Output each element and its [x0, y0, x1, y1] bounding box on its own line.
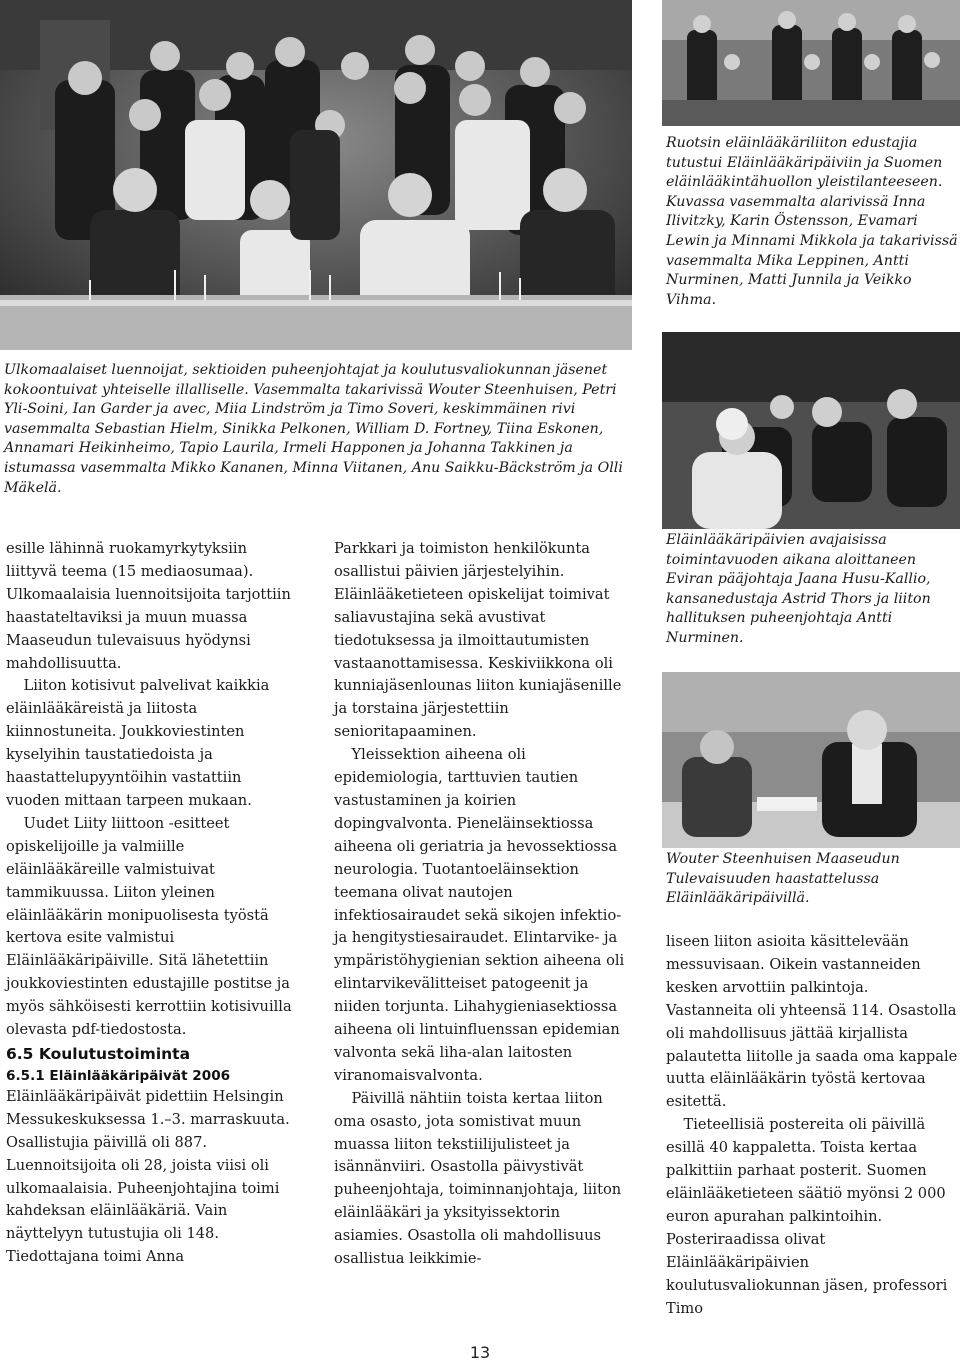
col3-paragraph-2: Tieteellisiä postereita oli päivillä esillä 40 kappaletta. Toista kertaa palkittiin parhaat posterit. Suomen eläinlääketieteen säätiö myönsi 2 000 euron apurahan palkintoihin. Posteriraadissa olivat Eläinlääkäripäivien koulutusvaliokunnan jäsen, professori Timo	[666, 1116, 948, 1317]
page-number: 13	[469, 1343, 491, 1362]
col3-paragraph-1: liseen liiton asioita käsittelevään messuvisaan. Oikein vastanneiden kesken arvottiin palkintoja. Vastanneita oli yhteensä 114. Osastolla oli mahdollisuus jättää kirjallista palautetta liitolle ja saada oma kappale uutta eläinlääkärin työstä kertovaa esitettä.	[666, 933, 958, 1111]
dinner-group-photo	[0, 0, 632, 350]
col1-paragraph-3: Uudet Liity liittoon -esitteet opiskelijoille ja valmiille eläinlääkäreille valmistuivat tammikuussa. Liiton yleinen eläinlääkärin monipuolisesta työstä kertova esite valmistui Eläinlääkäripäiville. Sitä lähetettiin joukkoviestinten edustajille postitse ja myös sähköisesti kerrottiin kotisivuilla olevasta pdf-tiedostosta.	[6, 814, 292, 1039]
section-heading-6-5: 6.5 Koulutustoiminta	[6, 1044, 191, 1063]
swedish-delegation-photo	[662, 0, 960, 126]
interview-caption: Wouter Steenhuisen Maaseudun Tulevaisuuden haastattelussa Eläinlääkäripäivillä.	[666, 851, 900, 907]
col1-paragraph-2: Liiton kotisivut palvelivat kaikkia eläinlääkäreistä ja liitosta kiinnostuneita. Joukkoviestinten kyselyihin taustatiedoista ja haastattelupyyntöihin vastattiin vuoden mittaan tarpeen mukaan.	[6, 677, 270, 809]
col2-paragraph-2: Yleissektion aiheena oli epidemiologia, tarttuvien tautien vastustaminen ja koirien dopingvalvonta. Pieneläinsektiossa aiheena oli geriatria ja hevossektiossa neurologia. Tuotantoeläinsektion teemana olivat nautojen infektiosairaudet sekä sikojen infektio- ja hengitystiesairaudet. Elintarvike- ja ympäristöhygienian sektion aiheena oli elintarvikevälitteiset patogeenit ja niiden torjunta. Lihahygieniasektiossa aiheena oli lintuinfluenssan epidemian valvonta sekä liha-alan laitosten viranomaisvalvonta.	[334, 746, 625, 1084]
dinner-caption: Ulkomaalaiset luennoijat, sektioiden puheenjohtajat ja koulutusvaliokunnan jäsenet kokoontuivat yhteiselle illalliselle. Vasemmalta takarivissä Wouter Steenhuisen, Petri Yli-Soini, Ian Garder ja avec, Miia Lindström ja Timo Soveri, keskimmäinen rivi vasemmalta Sebastian Hielm, Sinikka Pelkonen, William D. Fortney, Tiina Eskonen, Annamari Heikinheimo, Tapio Laurila, Irmeli Happonen ja Johanna Takkinen ja istumassa vasemmalta Mikko Kananen, Minna Viitanen, Anu Saikku-Bäckström ja Olli Mäkelä.	[4, 362, 623, 496]
column-2	[334, 538, 627, 1271]
interview-photo	[662, 672, 960, 848]
col2-paragraph-1: Parkkari ja toimiston henkilökunta osallistui päivien järjestelyihin. Eläinlääketieteen opiskelijat toimivat saliavustajina sekä avustivat tiedotuksessa ja ilmoittautumisten vastaanottamisessa. Keskiviikkona oli kunniajäsenlounas liiton kuniajäsenille ja torstaina järjestettiin senioritapaaminen.	[334, 540, 622, 741]
column-1	[6, 538, 296, 1269]
audience-caption: Eläinlääkäripäivien avajaisissa toimintavuoden aikana aloittaneen Eviran pääjohtaja Jaana Husu-Kallio, kansanedustaja Astrid Thors ja liiton hallituksen puheenjohtaja Antti Nurminen.	[666, 532, 931, 646]
column-3	[666, 931, 958, 1320]
col1-paragraph-4: Eläinlääkäripäivät pidettiin Helsingin Messukeskuksessa 1.–3. marraskuuta. Osallistujia päivillä oli 887. Luennoitsijoita oli 28, joista viisi oli ulkomaalaisia. Puheenjohtajina toimi kahdeksan eläinlääkäriä. Vain näyttelyyn tutustujia oli 148. Tiedottajana toimi Anna	[6, 1087, 290, 1266]
delegation-caption: Ruotsin eläinlääkäriliiton edustajia tutustui Eläinlääkäripäiviin ja Suomen eläinlääkintähuollon yleistilanteeseen. Kuvassa vasemmalta alarivissä Inna Ilivitzky, Karin Östensson, Evamari Lewin ja Minnami Mikkola ja takarivissä vasemmalta Mika Leppinen, Antti Nurminen, Matti Junnila ja Veikko Vihma.	[666, 135, 958, 308]
col2-paragraph-3: Päivillä nähtiin toista kertaa liiton oma osasto, jota somistivat muun muassa liiton tekstiilijulisteet ja isännänviiri. Osastolla päivystivät puheenjohtaja, toiminnanjohtaja, liiton eläinlääkäri ja yksityissektorin asiamies. Osastolla oli mahdollisuus osallistua leikkimie-	[334, 1089, 622, 1268]
col1-paragraph-1: esille lähinnä ruokamyrkytyksiin liittyvä teema (15 mediaosumaa). Ulkomaalaisia luennoitsijoita tarjottiin haastateltaviksi ja muun muassa Maaseudun tulevaisuus hyödynsi mahdollisuutta.	[6, 540, 291, 672]
audience-photo	[662, 332, 960, 529]
subsection-heading-6-5-1: 6.5.1 Eläinlääkäripäivät 2006	[6, 1067, 231, 1084]
